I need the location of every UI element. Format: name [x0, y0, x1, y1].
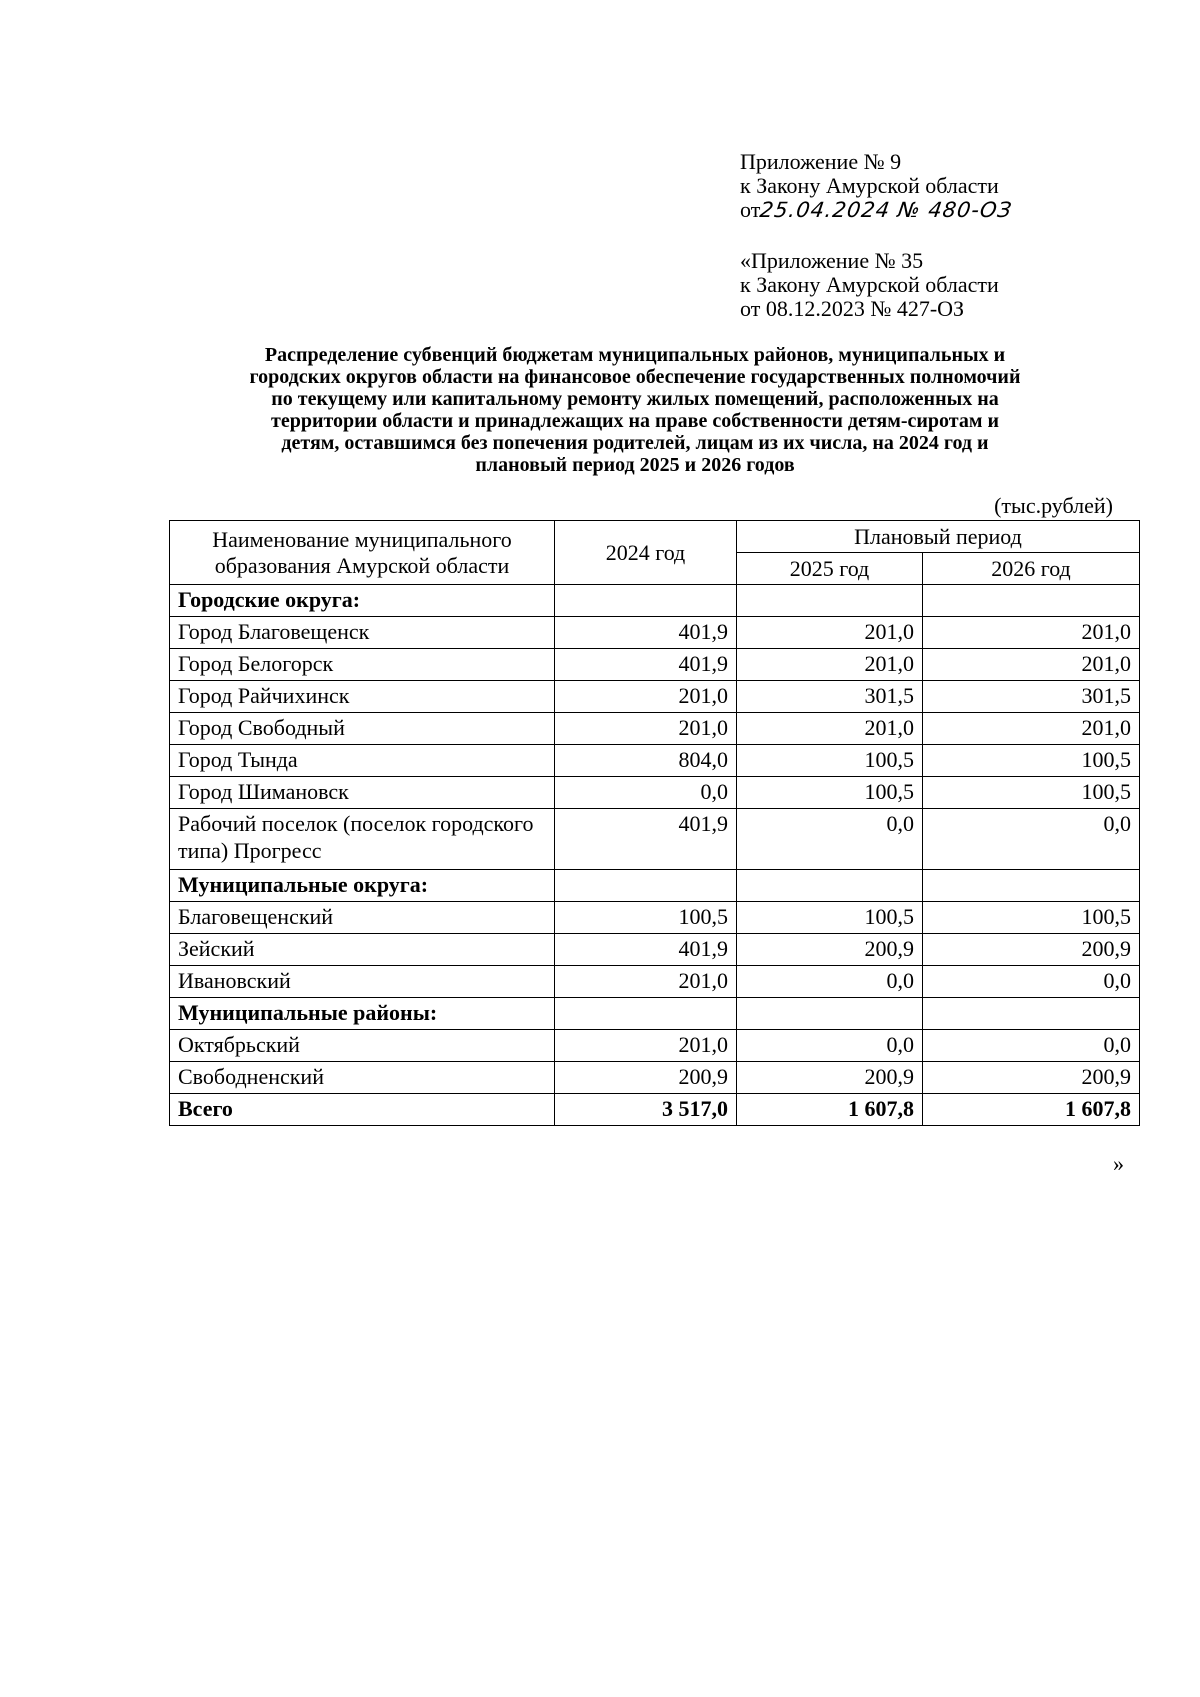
title-line: Распределение субвенций бюджетам муниципальных районов, муниципальных и	[264, 344, 1006, 366]
total-2025: 1 607,8	[737, 1094, 923, 1126]
appendix-current-block	[740, 149, 1015, 222]
value-2026: 201,0	[923, 649, 1140, 681]
table-row	[170, 713, 1140, 745]
value-2026: 0,0	[923, 1030, 1140, 1062]
value-2026: 201,0	[923, 617, 1140, 649]
table-header-row	[170, 521, 1140, 553]
table-row	[170, 1062, 1140, 1094]
table-row	[170, 934, 1140, 966]
municipality-name: Ивановский	[170, 966, 555, 998]
value-2025: 201,0	[737, 617, 923, 649]
value-2026: 100,5	[923, 902, 1140, 934]
section-row	[170, 998, 1140, 1030]
value-2024: 201,0	[555, 1030, 737, 1062]
empty-cell	[555, 870, 737, 902]
value-2026: 200,9	[923, 934, 1140, 966]
value-2024: 201,0	[555, 966, 737, 998]
table-row	[170, 902, 1140, 934]
total-label: Всего	[170, 1094, 555, 1126]
value-2024: 401,9	[555, 617, 737, 649]
empty-cell	[737, 870, 923, 902]
appendix-amended-line1: «Приложение № 35	[740, 248, 924, 273]
column-header-2024: 2024 год	[555, 521, 737, 585]
empty-cell	[923, 870, 1140, 902]
column-header-name: Наименование муниципального образования Амурской области	[170, 521, 555, 585]
value-2024: 401,9	[555, 649, 737, 681]
appendix-current-line3	[740, 197, 1015, 222]
total-row	[170, 1094, 1140, 1126]
document-title	[150, 344, 1120, 476]
appendix-current-line2: к Закону Амурской области	[740, 173, 999, 198]
title-line: детям, оставшимся без попечения родителей, лицам из их числа, на 2024 год и	[281, 432, 989, 454]
section-row	[170, 870, 1140, 902]
value-2024: 0,0	[555, 777, 737, 809]
value-2025: 0,0	[737, 1030, 923, 1062]
table-row	[170, 745, 1140, 777]
value-2025: 201,0	[737, 713, 923, 745]
value-2024: 200,9	[555, 1062, 737, 1094]
table-row	[170, 649, 1140, 681]
column-header-planned-period: Плановый период	[737, 521, 1140, 553]
municipality-name: Город Тында	[170, 745, 555, 777]
value-2026: 0,0	[923, 966, 1140, 998]
appendix-current-line1: Приложение № 9	[740, 149, 902, 174]
table-row	[170, 777, 1140, 809]
municipality-name: Свободненский	[170, 1062, 555, 1094]
value-2025: 100,5	[737, 777, 923, 809]
municipality-name: Зейский	[170, 934, 555, 966]
empty-cell	[555, 998, 737, 1030]
value-2026: 100,5	[923, 777, 1140, 809]
column-header-2025: 2025 год	[737, 553, 923, 585]
section-row	[170, 585, 1140, 617]
municipality-name: Благовещенский	[170, 902, 555, 934]
title-line: городских округов области на финансовое обеспечение государственных полномочий	[249, 366, 1021, 388]
table-row	[170, 1030, 1140, 1062]
value-2024: 401,9	[555, 934, 737, 966]
section-title: Муниципальные районы:	[170, 998, 555, 1030]
title-line: плановый период 2025 и 2026 годов	[475, 454, 795, 476]
total-2024: 3 517,0	[555, 1094, 737, 1126]
value-2026: 100,5	[923, 745, 1140, 777]
value-2026: 200,9	[923, 1062, 1140, 1094]
table-row	[170, 617, 1140, 649]
value-2024: 401,9	[555, 809, 737, 870]
empty-cell	[737, 998, 923, 1030]
value-2025: 100,5	[737, 745, 923, 777]
value-2026: 0,0	[923, 809, 1140, 870]
title-line: по текущему или капитальному ремонту жилых помещений, расположенных на	[271, 388, 999, 410]
value-2025: 200,9	[737, 1062, 923, 1094]
value-2025: 201,0	[737, 649, 923, 681]
value-2024: 804,0	[555, 745, 737, 777]
value-2026: 301,5	[923, 681, 1140, 713]
appendix-amended-line3: от 08.12.2023 № 427-ОЗ	[740, 296, 965, 321]
municipality-name: Город Шимановск	[170, 777, 555, 809]
empty-cell	[923, 585, 1140, 617]
value-2025: 100,5	[737, 902, 923, 934]
appendix-amended-block	[740, 249, 999, 321]
municipality-name: Город Свободный	[170, 713, 555, 745]
table-row	[170, 966, 1140, 998]
municipality-name: Рабочий поселок (поселок городского типа) Прогресс	[170, 809, 555, 870]
closing-quote: »	[1113, 1151, 1124, 1176]
value-2025: 0,0	[737, 809, 923, 870]
table-row	[170, 681, 1140, 713]
municipality-name: Город Благовещенск	[170, 617, 555, 649]
subventions-table	[169, 520, 1140, 1126]
section-title: Городские округа:	[170, 585, 555, 617]
empty-cell	[923, 998, 1140, 1030]
empty-cell	[737, 585, 923, 617]
value-2026: 201,0	[923, 713, 1140, 745]
value-2025: 200,9	[737, 934, 923, 966]
appendix-amended-line2: к Закону Амурской области	[740, 272, 999, 297]
municipality-name: Октябрьский	[170, 1030, 555, 1062]
value-2025: 301,5	[737, 681, 923, 713]
appendix-current-date-prefix: от	[740, 197, 761, 222]
municipality-name: Город Белогорск	[170, 649, 555, 681]
municipality-name: Город Райчихинск	[170, 681, 555, 713]
section-title: Муниципальные округа:	[170, 870, 555, 902]
total-2026: 1 607,8	[923, 1094, 1140, 1126]
table-row	[170, 809, 1140, 870]
column-header-2026: 2026 год	[923, 553, 1140, 585]
value-2024: 100,5	[555, 902, 737, 934]
title-line: территории области и принадлежащих на праве собственности детям-сиротам и	[271, 410, 999, 432]
value-2024: 201,0	[555, 681, 737, 713]
value-2024: 201,0	[555, 713, 737, 745]
handwritten-law-date-number: 25.04.2024 № 480-ОЗ	[758, 198, 1015, 222]
value-2025: 0,0	[737, 966, 923, 998]
units-label: (тыс.рублей)	[994, 493, 1113, 518]
empty-cell	[555, 585, 737, 617]
